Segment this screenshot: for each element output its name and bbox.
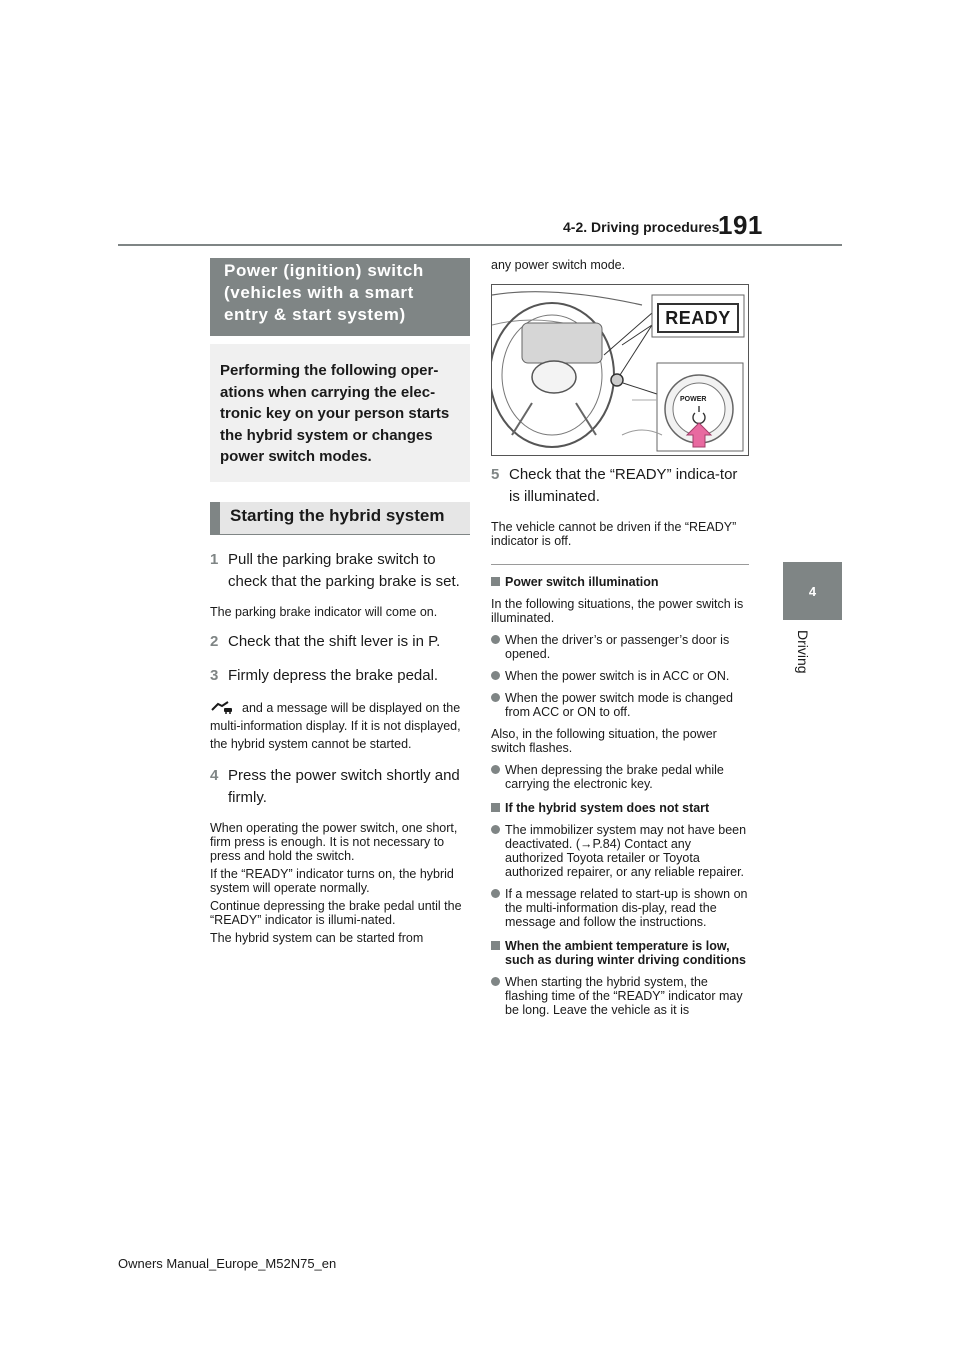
- step-1: [210, 549, 470, 593]
- list-item-text: When the power switch is in ACC or ON.: [505, 669, 730, 683]
- step-4-note-4: The hybrid system can be started from: [210, 930, 424, 945]
- step-number: 5: [491, 466, 500, 483]
- illumination-also: Also, in the following situation, the power switch flashes.: [491, 727, 717, 755]
- step-1-note: The parking brake indicator will come on.: [210, 604, 438, 619]
- list-item-text: When depressing the brake pedal while carrying the electronic key.: [505, 763, 724, 791]
- illumination-intro: In the following situations, the power switch is illuminated.: [491, 597, 744, 625]
- bullet-dot-icon: [491, 693, 500, 702]
- list-item: [491, 887, 749, 929]
- section-banner-intro: Performing the following oper-ations when carrying the elec-tronic key on your person starts the hybrid system or changes power switch modes.: [210, 344, 470, 482]
- list-item-text: When the power switch mode is changed from ACC or ON to off.: [505, 691, 733, 719]
- list-item-text: When the driver’s or passenger’s door is opened.: [505, 633, 730, 661]
- step-text: Firmly depress the brake pedal.: [228, 666, 439, 684]
- step-3: [210, 665, 470, 687]
- step-text: Check that the shift lever is in P.: [228, 632, 441, 650]
- footer-text: Owners Manual_Europe_M52N75_en: [118, 1256, 337, 1271]
- section-banner-title: Power (ignition) switch (vehicles with a smart entry & start system): [210, 258, 470, 336]
- bullet-dot-icon: [491, 635, 500, 644]
- square-bullet-icon: [491, 941, 500, 950]
- no-start-heading-text: If the hybrid system does not start: [505, 801, 710, 815]
- bullet-dot-icon: [491, 765, 500, 774]
- step-text: Pull the parking brake switch to check that the parking brake is set.: [228, 550, 460, 590]
- bullet-dot-icon: [491, 671, 500, 680]
- illumination-heading: [491, 575, 749, 589]
- list-item: [491, 763, 749, 791]
- step-4: [210, 765, 470, 809]
- list-item-text: When starting the hybrid system, the flashing time of the “READY” indicator may be long. Leave the vehicle as it is: [505, 975, 743, 1017]
- header-rule: [118, 244, 842, 246]
- step-3-note-text: and a message will be displayed on the multi-information display. If it is not displayed, the hybrid system cannot be started.: [210, 700, 461, 751]
- list-item: [491, 823, 749, 879]
- step-4-note-2: If the “READY” indicator turns on, the hybrid system will operate normally.: [210, 866, 454, 895]
- right-column: [491, 258, 749, 1017]
- square-bullet-icon: [491, 803, 500, 812]
- step-text: Check that the “READY” indica-tor is illuminated.: [509, 466, 738, 505]
- banner-gap: [210, 336, 470, 344]
- brake-pedal-icon: [210, 700, 234, 714]
- step-3-note: [210, 699, 470, 753]
- step-number: 1: [210, 550, 219, 568]
- bullet-dot-icon: [491, 889, 500, 898]
- list-item-text: If a message related to start-up is shown on the multi-information dis-play, read the message and follow the instructions.: [505, 887, 748, 929]
- illumination-heading-text: Power switch illumination: [505, 575, 659, 589]
- cold-weather-heading-text: When the ambient temperature is low, such as during winter driving conditions: [505, 939, 746, 967]
- step-number: 3: [210, 666, 219, 684]
- continued-text: any power switch mode.: [491, 258, 626, 272]
- chapter-tab: 4: [783, 562, 842, 620]
- chapter-label-text: Driving: [795, 630, 811, 674]
- bullet-dot-icon: [491, 825, 500, 834]
- step-number: 2: [210, 632, 219, 650]
- step-number: 4: [210, 766, 219, 784]
- cold-weather-heading: [491, 939, 749, 967]
- list-item: [491, 669, 749, 683]
- section-title: 4-2. Driving procedures: [563, 219, 720, 235]
- list-item-text: The immobilizer system may not have been deactivated. (→P.84) Contact any authorized Toyota retailer or Toyota authorized repairer, or any reliable repairer.: [505, 823, 747, 879]
- list-item: [491, 691, 749, 719]
- bullet-dot-icon: [491, 977, 500, 986]
- ready-indicator-label: READY: [657, 303, 739, 333]
- section-divider: [491, 564, 749, 565]
- no-start-heading: [491, 801, 749, 815]
- step-text: Press the power switch shortly and firmly.: [228, 766, 460, 806]
- list-item: [491, 975, 749, 1017]
- step-5: [491, 464, 749, 508]
- chapter-label: [783, 630, 842, 700]
- power-switch-label: POWER: [680, 396, 707, 403]
- step-4-note-3: Continue depressing the brake pedal until the “READY” indicator is illumi-nated.: [210, 898, 462, 927]
- subsection-heading: Starting the hybrid system: [210, 502, 470, 535]
- square-bullet-icon: [491, 577, 500, 586]
- page-number: 191: [718, 210, 763, 240]
- step-2: [210, 631, 470, 653]
- left-column: [210, 258, 470, 945]
- list-item: [491, 633, 749, 661]
- step-5-note: The vehicle cannot be driven if the “READY” indicator is off.: [491, 520, 737, 548]
- step-4-note-1: When operating the power switch, one short, firm press is enough. It is not necessary to press and hold the switch.: [210, 820, 458, 863]
- dashboard-illustration: [491, 284, 749, 456]
